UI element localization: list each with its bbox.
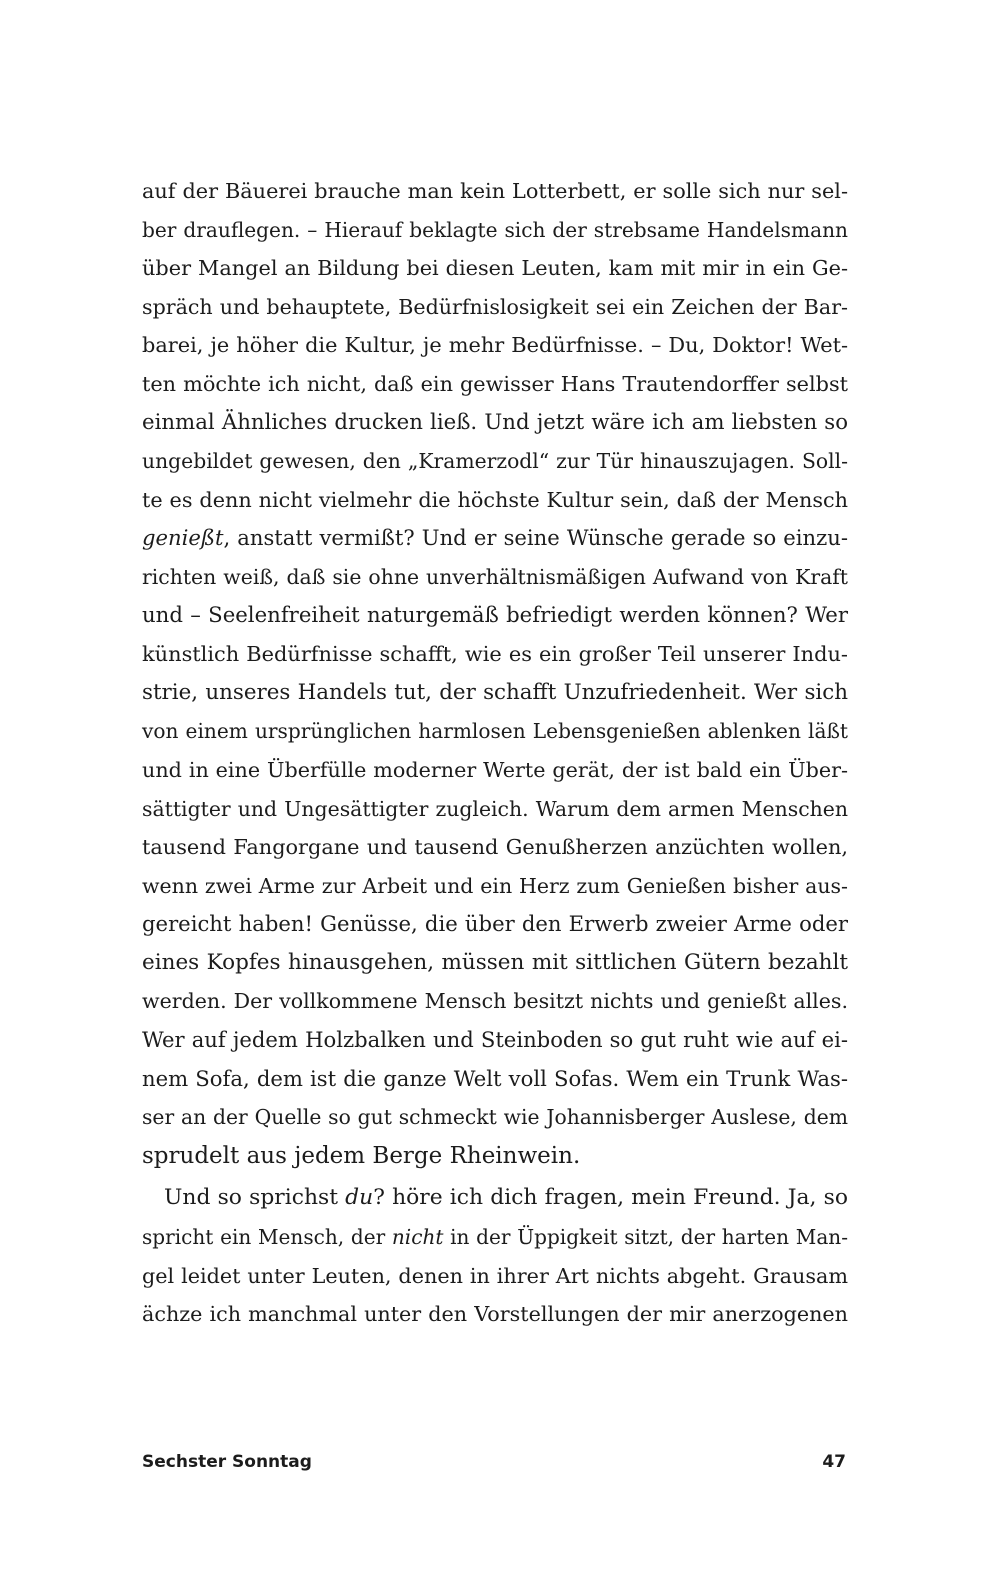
text-line: werden. Der vollkommene Mensch besitzt nichts und genießt alles. [142,989,848,1014]
italic-word: genießt [142,525,224,551]
page-footer [142,1452,846,1478]
text-line: auf der Bäuerei brauche man kein Lotterbett, er solle sich nur sel- [142,179,848,203]
text-line: ser an der Quelle so gut schmeckt wie Johannisberger Auslese, dem [142,1105,848,1130]
text-line: nem Sofa, dem ist die ganze Welt voll Sofas. Wem ein Trunk Was- [142,1065,848,1091]
text-line: gereicht haben! Genüsse, die über den Erwerb zweier Arme oder [142,911,848,937]
text-line: sprudelt aus jedem Berge Rheinwein. [142,1142,581,1169]
text-line: te es denn nicht vielmehr die höchste Kultur sein, daß der Mensch [142,487,848,512]
line-rest: ? höre ich dich fragen, mein Freund. Ja, so [373,1185,848,1211]
text-line: und in eine Überfülle moderner Werte gerät, der ist bald ein Über- [142,757,848,782]
line-rest: in der Üppigkeit sitzt, der harten Man- [443,1225,848,1250]
text-line: ungebildet gewesen, den „Kramerzodl“ zur Tür hinauszujagen. Soll- [142,449,848,474]
text-line: tausend Fangorgane und tausend Genußherzen anzüchten wollen, [142,835,848,860]
text-line [142,519,848,558]
text-line: ten möchte ich nicht, daß ein gewisser Hans Trautendorffer selbst [142,371,848,396]
italic-word: du [345,1185,374,1211]
text-line [142,1218,848,1257]
line-start: Und so sprichst [164,1185,346,1211]
line-rest: , anstatt vermißt? Und er seine Wünsche gerade so einzu- [223,525,848,551]
text-line: richten weiß, daß sie ohne unverhältnismäßigen Aufwand von Kraft [142,564,848,589]
text-line: gel leidet unter Leuten, denen in ihrer Art nichts abgeht. Grausam [142,1263,848,1288]
page-number: 47 [822,1452,846,1472]
text-line: sättigter und Ungesättigter zugleich. Warum dem armen Menschen [142,796,848,821]
text-line: strie, unseres Handels tut, der schafft Unzufriedenheit. Wer sich [142,679,848,705]
text-line: spräch und behauptete, Bedürfnislosigkeit sei ein Zeichen der Bar- [142,294,848,319]
text-line: eines Kopfes hinausgehen, müssen mit sittlichen Gütern bezahlt [142,949,848,975]
text-line: barei, je höher die Kultur, je mehr Bedürfnisse. – Du, Doktor! Wet- [142,333,848,358]
text-line: von einem ursprünglichen harmlosen Lebensgenießen ablenken läßt [142,719,848,744]
line-start: spricht ein Mensch, der [142,1225,392,1250]
text-line: ber drauflegen. – Hierauf beklagte sich der strebsame Handelsmann [142,217,848,242]
text-line: ächze ich manchmal unter den Vorstellungen der mir anerzogenen [142,1302,848,1327]
body-text [142,172,848,1334]
text-line: wenn zwei Arme zur Arbeit und ein Herz zum Genießen bisher aus- [142,873,848,898]
text-line: und – Seelenfreiheit naturgemäß befriedigt werden können? Wer [142,602,848,628]
running-head: Sechster Sonntag [142,1452,312,1472]
text-line [142,1179,848,1218]
text-line: Wer auf jedem Holzbalken und Steinboden so gut ruht wie auf ei- [142,1027,848,1053]
text-line: einmal Ähnliches drucken ließ. Und jetzt wäre ich am liebsten so [142,409,848,435]
text-line: über Mangel an Bildung bei diesen Leuten, kam mit mir in ein Ge- [142,256,848,281]
text-line: künstlich Bedürfnisse schafft, wie es ein großer Teil unserer Indu- [142,642,848,667]
italic-word: nicht [391,1225,444,1250]
